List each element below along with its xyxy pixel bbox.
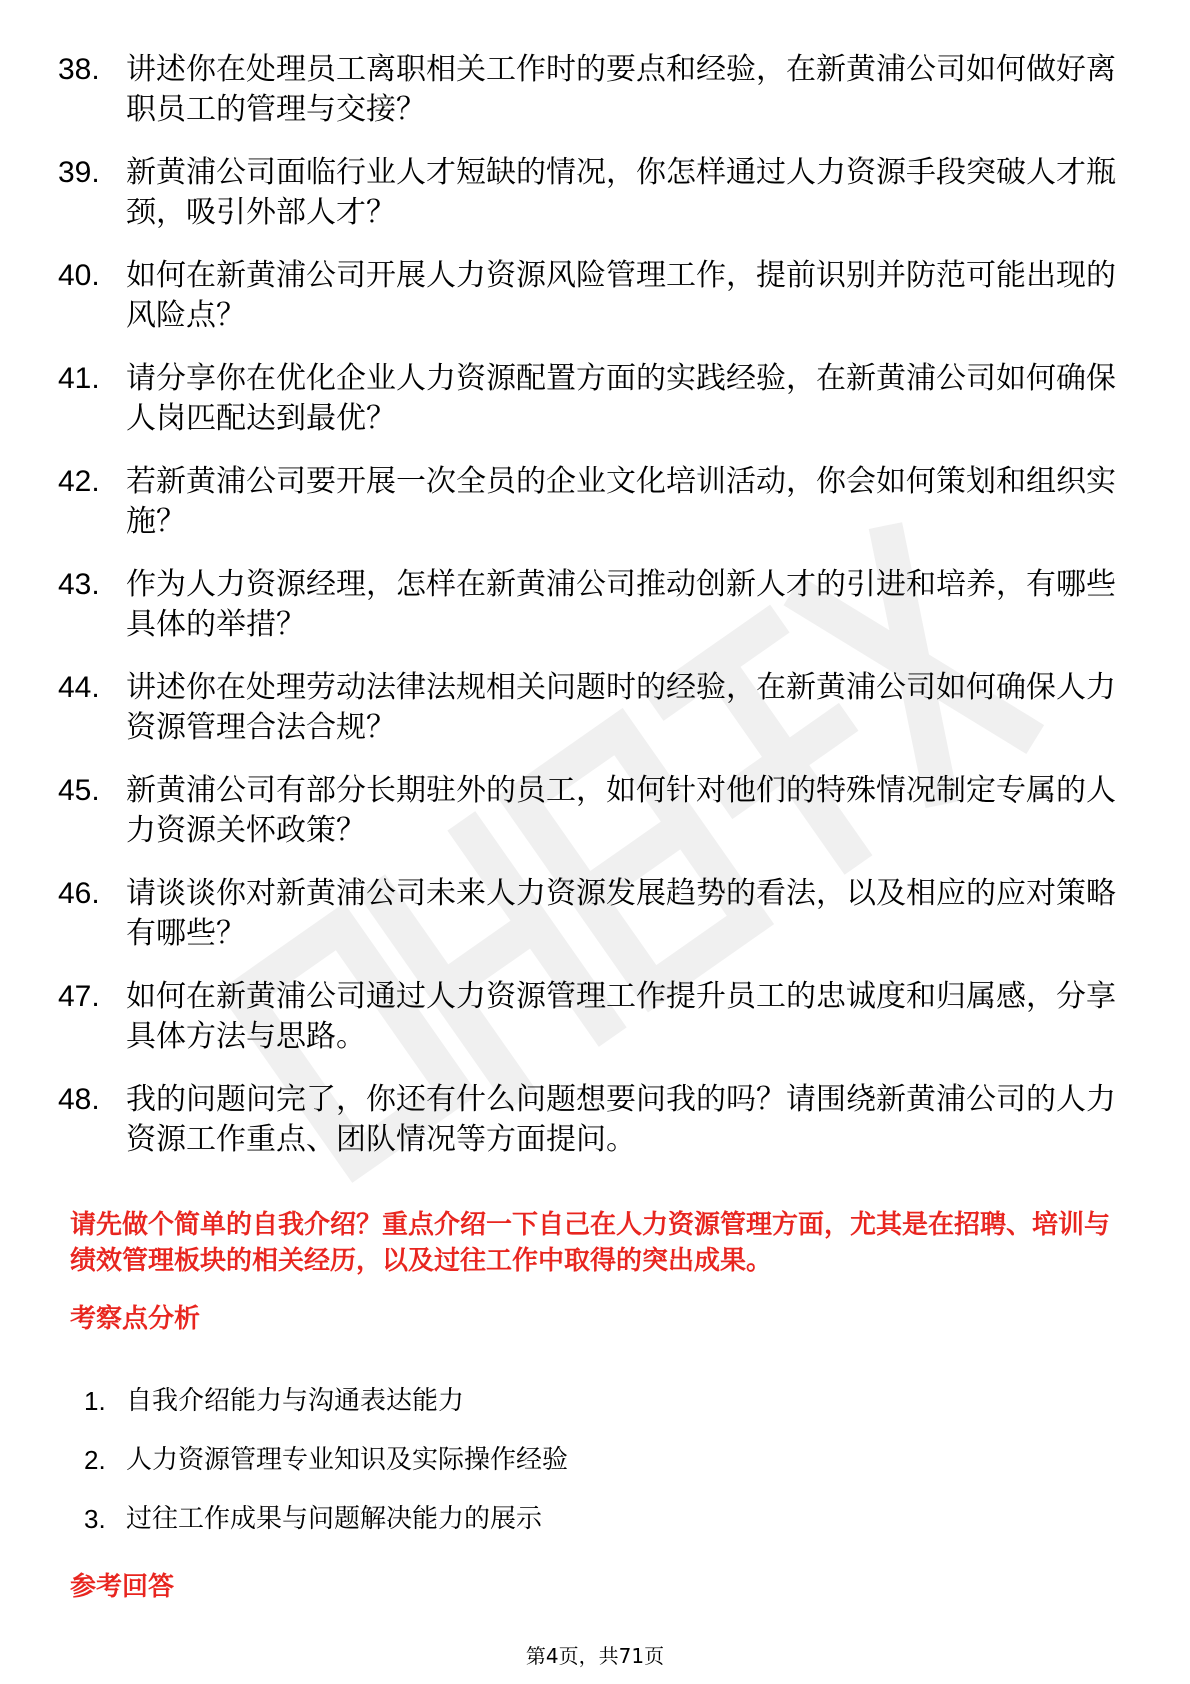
- analysis-list: [84, 1383, 568, 1560]
- question-item: [58, 50, 1138, 130]
- question-item: [58, 771, 1138, 851]
- question-text: 我的问题问完了，你还有什么问题想要问我的吗？请围绕新黄浦公司的人力资源工作重点、团队情况等方面提问。: [126, 1082, 1116, 1157]
- question-text: 新黄浦公司面临行业人才短缺的情况，你怎样通过人力资源手段突破人才瓶颈，吸引外部人才？: [126, 155, 1116, 230]
- question-item: [58, 565, 1138, 645]
- analysis-number: 3.: [84, 1504, 106, 1534]
- question-number: 48.: [58, 1083, 100, 1116]
- question-item: [58, 462, 1138, 542]
- question-number: 42.: [58, 465, 100, 498]
- question-item: [58, 256, 1138, 336]
- question-number: 43.: [58, 568, 100, 601]
- answer-title: 参考回答: [70, 1572, 175, 1602]
- question-text: 请分享你在优化企业人力资源配置方面的实践经验，在新黄浦公司如何确保人岗匹配达到最优？: [126, 361, 1116, 436]
- analysis-number: 1.: [84, 1386, 106, 1416]
- question-item: [58, 977, 1138, 1057]
- question-text: 如何在新黄浦公司通过人力资源管理工作提升员工的忠诚度和归属感，分享具体方法与思路。: [126, 979, 1116, 1054]
- question-text: 作为人力资源经理，怎样在新黄浦公司推动创新人才的引进和培养，有哪些具体的举措？: [126, 567, 1116, 642]
- question-number: 38.: [58, 53, 100, 86]
- analysis-item: [84, 1442, 568, 1478]
- interview-prompt: 请先做个简单的自我介绍？重点介绍一下自己在人力资源管理方面，尤其是在招聘、培训与绩效管理板块的相关经历，以及过往工作中取得的突出成果。: [70, 1210, 1111, 1276]
- analysis-title: 考察点分析: [70, 1304, 201, 1334]
- question-item: [58, 153, 1138, 233]
- question-text: 请谈谈你对新黄浦公司未来人力资源发展趋势的看法，以及相应的应对策略有哪些？: [126, 876, 1116, 951]
- question-number: 46.: [58, 877, 100, 910]
- question-item: [58, 668, 1138, 748]
- analysis-text: 自我介绍能力与沟通表达能力: [126, 1386, 465, 1416]
- question-item: [58, 1080, 1138, 1160]
- question-number: 39.: [58, 156, 100, 189]
- question-text: 讲述你在处理员工离职相关工作时的要点和经验，在新黄浦公司如何做好离职员工的管理与交接？: [126, 52, 1116, 127]
- question-list: [58, 50, 1138, 1183]
- question-number: 41.: [58, 362, 100, 395]
- question-text: 新黄浦公司有部分长期驻外的员工，如何针对他们的特殊情况制定专属的人力资源关怀政策？: [126, 773, 1116, 848]
- question-text: 如何在新黄浦公司开展人力资源风险管理工作，提前识别并防范可能出现的风险点？: [126, 258, 1116, 333]
- question-number: 44.: [58, 671, 100, 704]
- analysis-item: [84, 1501, 568, 1537]
- analysis-text: 人力资源管理专业知识及实际操作经验: [126, 1445, 569, 1475]
- analysis-number: 2.: [84, 1445, 106, 1475]
- question-number: 47.: [58, 980, 100, 1013]
- page-footer: 第4页，共71页: [525, 1644, 665, 1668]
- question-number: 45.: [58, 774, 100, 807]
- analysis-text: 过往工作成果与问题解决能力的展示: [126, 1504, 543, 1534]
- analysis-item: [84, 1383, 568, 1419]
- question-number: 40.: [58, 259, 100, 292]
- question-text: 若新黄浦公司要开展一次全员的企业文化培训活动，你会如何策划和组织实施？: [126, 464, 1116, 539]
- question-item: [58, 874, 1138, 954]
- question-item: [58, 359, 1138, 439]
- question-text: 讲述你在处理劳动法律法规相关问题时的经验，在新黄浦公司如何确保人力资源管理合法合规？: [126, 670, 1116, 745]
